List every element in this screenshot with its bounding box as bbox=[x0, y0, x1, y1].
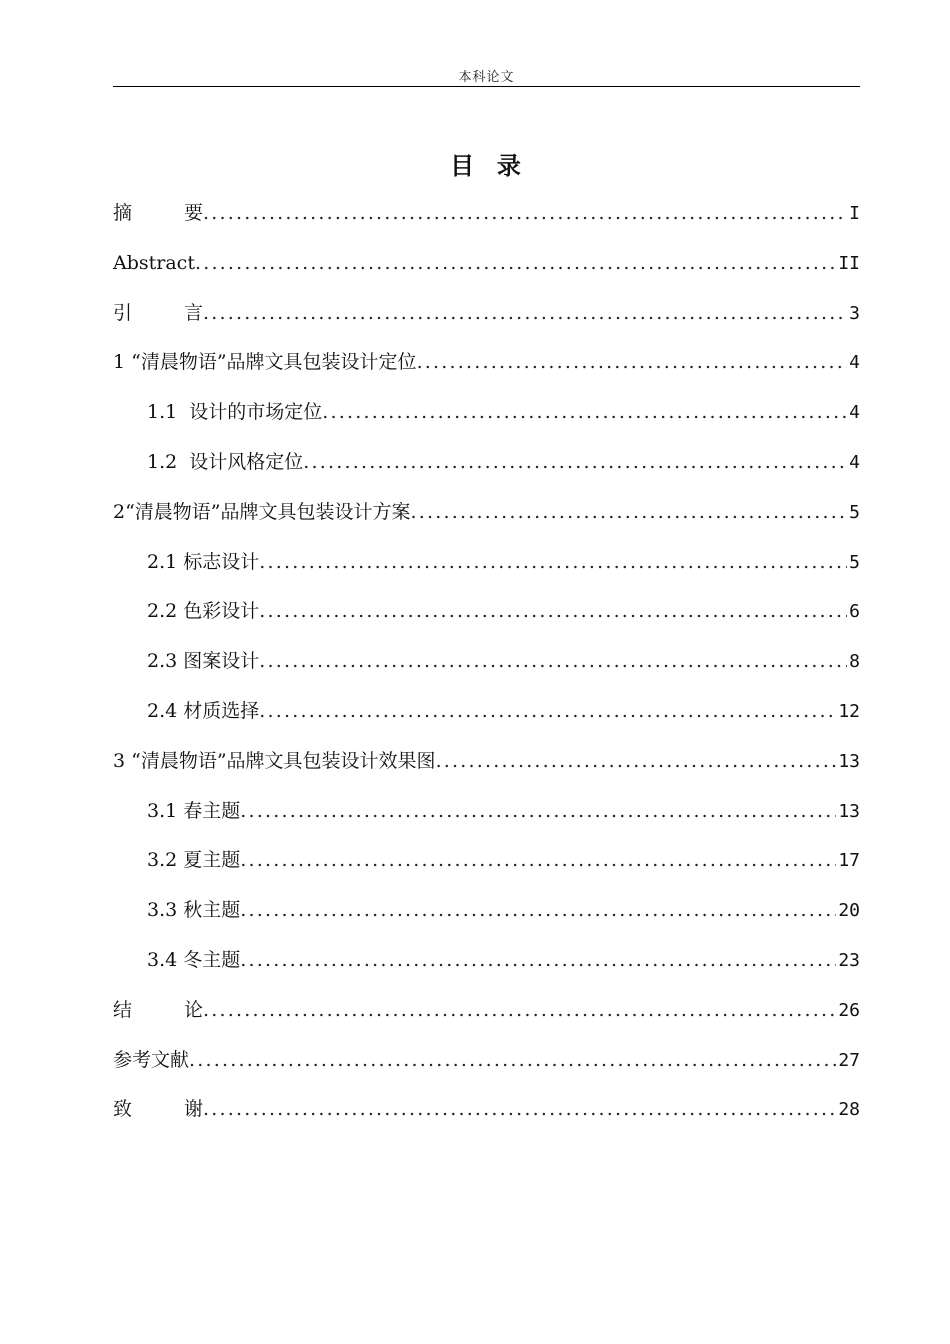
toc-page-number: 13 bbox=[838, 750, 860, 772]
toc-entry-section-3-2[interactable] bbox=[113, 842, 860, 892]
toc-leader-dots bbox=[436, 743, 837, 779]
toc-page-number: 4 bbox=[849, 352, 860, 374]
toc-label-part: 言 bbox=[184, 301, 204, 324]
toc-label-part: 致 bbox=[113, 1098, 133, 1121]
toc-label: 3.4 冬主题 bbox=[147, 948, 241, 971]
toc-leader-dots bbox=[259, 593, 847, 629]
toc-label: 1 “清晨物语”品牌文具包装设计定位 bbox=[113, 351, 417, 374]
toc-entry-conclusion[interactable] bbox=[113, 992, 860, 1042]
toc-entry-section-3-1[interactable] bbox=[113, 793, 860, 843]
toc-page-number: 5 bbox=[849, 551, 860, 573]
toc-leader-dots bbox=[203, 1091, 836, 1127]
toc-label: 2.2 色彩设计 bbox=[147, 600, 260, 623]
page-header bbox=[113, 66, 860, 87]
header-text: 本科论文 bbox=[458, 70, 515, 85]
toc-entry-section-2-1[interactable] bbox=[113, 544, 860, 594]
table-of-contents bbox=[113, 195, 860, 1141]
toc-page-number: 26 bbox=[838, 999, 860, 1021]
toc-label: 2.4 材质选择 bbox=[147, 699, 260, 722]
toc-page-number: 4 bbox=[849, 451, 860, 473]
toc-entry-abstract-cn[interactable] bbox=[113, 195, 860, 245]
toc-label: 3 “清晨物语”品牌文具包装设计效果图 bbox=[113, 749, 436, 772]
toc-entry-section-1-2[interactable] bbox=[113, 444, 860, 494]
toc-leader-dots bbox=[189, 1042, 836, 1078]
toc-page-number: 20 bbox=[838, 900, 860, 922]
toc-entry-section-1-1[interactable] bbox=[113, 394, 860, 444]
toc-entry-section-2-3[interactable] bbox=[113, 643, 860, 693]
toc-label: 1.2 设计风格定位 bbox=[147, 450, 304, 473]
toc-label-part: 结 bbox=[113, 998, 133, 1021]
toc-label-part: 要 bbox=[184, 202, 204, 224]
toc-entry-chapter-2[interactable] bbox=[113, 494, 860, 544]
toc-entry-section-3-3[interactable] bbox=[113, 892, 860, 942]
toc-label: 3.2 夏主题 bbox=[147, 849, 241, 872]
toc-entry-acknowledgements[interactable] bbox=[113, 1091, 860, 1141]
toc-page-number: 17 bbox=[838, 850, 860, 872]
toc-page-number: 4 bbox=[849, 402, 860, 424]
toc-label-part: 论 bbox=[184, 998, 204, 1021]
toc-leader-dots bbox=[259, 643, 847, 679]
toc-label: 1.1 设计的市场定位 bbox=[147, 401, 323, 424]
toc-entry-introduction[interactable] bbox=[113, 295, 860, 345]
toc-label: 2.3 图案设计 bbox=[147, 650, 260, 673]
toc-entry-section-2-2[interactable] bbox=[113, 593, 860, 643]
toc-label bbox=[113, 295, 203, 331]
toc-leader-dots bbox=[303, 444, 847, 480]
toc-label: Abstract bbox=[113, 251, 195, 274]
toc-page-number: 23 bbox=[838, 949, 860, 971]
toc-label bbox=[113, 992, 203, 1028]
toc-page-number: 5 bbox=[849, 501, 860, 523]
toc-label: 2“清晨物语”品牌文具包装设计方案 bbox=[113, 500, 411, 523]
toc-page-number: 28 bbox=[838, 1099, 860, 1121]
toc-leader-dots bbox=[240, 842, 836, 878]
toc-page-number: II bbox=[838, 252, 860, 274]
toc-label: 3.3 秋主题 bbox=[147, 899, 241, 922]
toc-leader-dots bbox=[240, 942, 836, 978]
toc-entry-references[interactable] bbox=[113, 1042, 860, 1092]
toc-leader-dots bbox=[411, 494, 848, 530]
toc-leader-dots bbox=[203, 992, 836, 1028]
toc-leader-dots bbox=[322, 394, 847, 430]
toc-page-number: 12 bbox=[838, 700, 860, 722]
toc-label bbox=[113, 1091, 203, 1127]
toc-entry-section-2-4[interactable] bbox=[113, 693, 860, 743]
toc-leader-dots bbox=[259, 544, 847, 580]
toc-label: 参考文献 bbox=[113, 1048, 190, 1071]
toc-page-number: I bbox=[849, 203, 860, 224]
toc-label: 3.1 春主题 bbox=[147, 799, 241, 822]
toc-leader-dots bbox=[195, 245, 836, 281]
toc-page-number: 27 bbox=[838, 1049, 860, 1071]
toc-label-part: 摘 bbox=[113, 202, 133, 224]
toc-page-number: 3 bbox=[849, 302, 860, 324]
toc-page-number: 6 bbox=[849, 601, 860, 623]
toc-label-part: 引 bbox=[113, 301, 133, 324]
toc-leader-dots bbox=[203, 195, 847, 231]
toc-entry-section-3-4[interactable] bbox=[113, 942, 860, 992]
toc-entry-chapter-3[interactable] bbox=[113, 743, 860, 793]
toc-leader-dots bbox=[417, 344, 848, 380]
toc-leader-dots bbox=[240, 793, 836, 829]
toc-entry-abstract-en[interactable] bbox=[113, 245, 860, 295]
toc-page-number: 8 bbox=[849, 651, 860, 673]
toc-page-number: 13 bbox=[838, 800, 860, 822]
toc-label: 2.1 标志设计 bbox=[147, 550, 260, 573]
toc-leader-dots bbox=[203, 295, 847, 331]
toc-entry-chapter-1[interactable] bbox=[113, 344, 860, 394]
toc-label-part: 谢 bbox=[184, 1098, 204, 1121]
toc-leader-dots bbox=[240, 892, 836, 928]
toc-label bbox=[113, 195, 203, 231]
toc-title: 目 录 bbox=[450, 152, 523, 180]
toc-leader-dots bbox=[259, 693, 836, 729]
